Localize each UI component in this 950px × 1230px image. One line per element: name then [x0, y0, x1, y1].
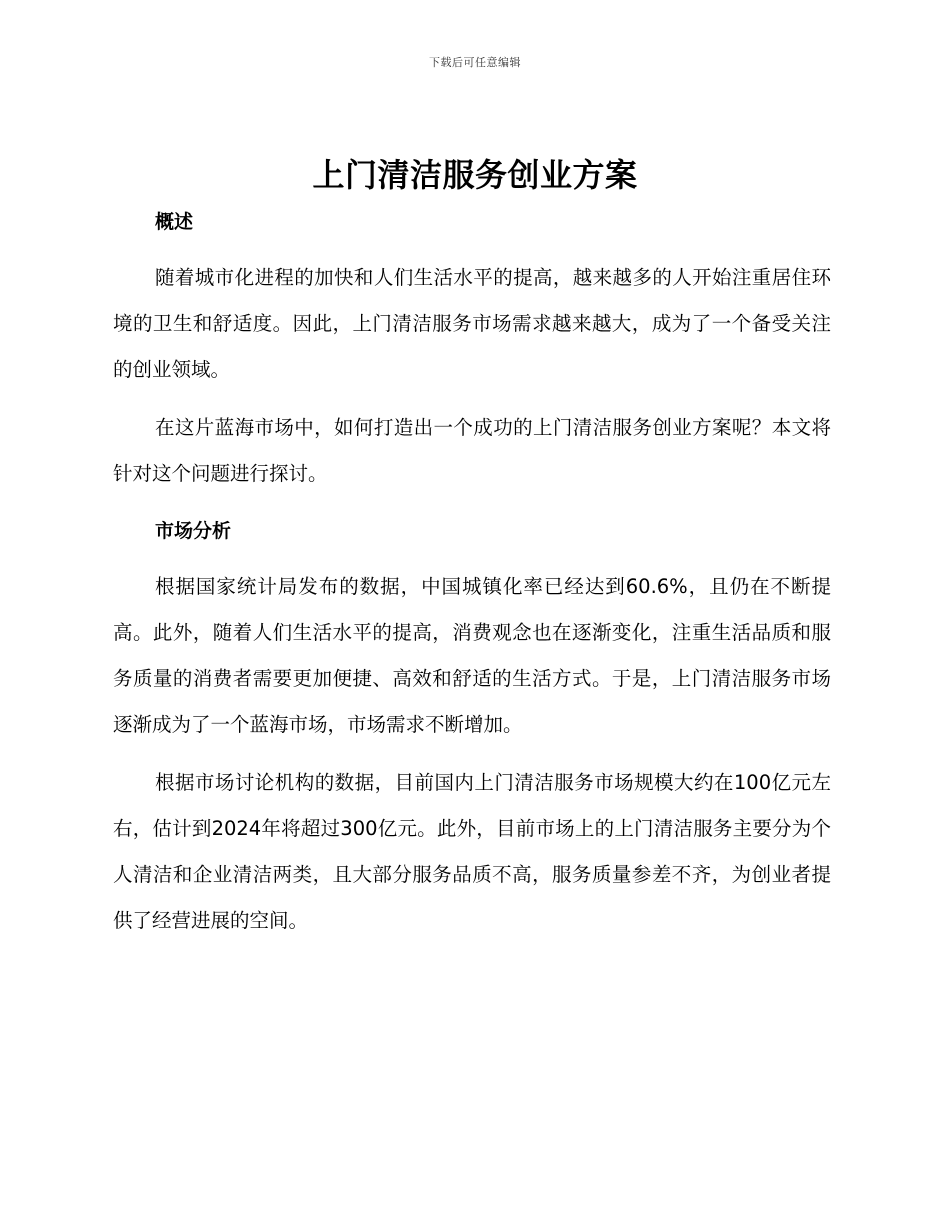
section-heading-overview: 概述 — [155, 211, 194, 233]
document-body — [113, 202, 831, 944]
paragraph: 根据市场讨论机构的数据，目前国内上门清洁服务市场规模大约在100亿元左右，估计到2024年将超过300亿元。此外，目前市场上的上门清洁服务主要分为个人清洁和企业清洁两类，且大部分服务品质不高，服务质量参差不齐，为创业者提供了经营进展的空间。 — [113, 771, 831, 932]
section-heading-market-analysis: 市场分析 — [155, 520, 232, 542]
paragraph: 根据国家统计局发布的数据，中国城镇化率已经达到60.6%，且仍在不断提高。此外，随着人们生活水平的提高，消费观念也在逐渐变化，注重生活品质和服务质量的消费者需要更加便捷、高效和舒适的生活方式。于是，上门清洁服务市场逐渐成为了一个蓝海市场，市场需求不断增加。 — [113, 575, 831, 736]
paragraph: 在这片蓝海市场中，如何打造出一个成功的上门清洁服务创业方案呢？本文将针对这个问题进行探讨。 — [113, 416, 831, 485]
header-note: 下载后可任意编辑 — [429, 56, 521, 69]
section-overview — [113, 202, 831, 497]
paragraph: 随着城市化进程的加快和人们生活水平的提高，越来越多的人开始注重居住环境的卫生和舒适度。因此，上门清洁服务市场需求越来越大，成为了一个备受关注的创业领域。 — [113, 266, 831, 381]
section-market-analysis — [113, 511, 831, 944]
document-title: 上门清洁服务创业方案 — [312, 156, 638, 194]
